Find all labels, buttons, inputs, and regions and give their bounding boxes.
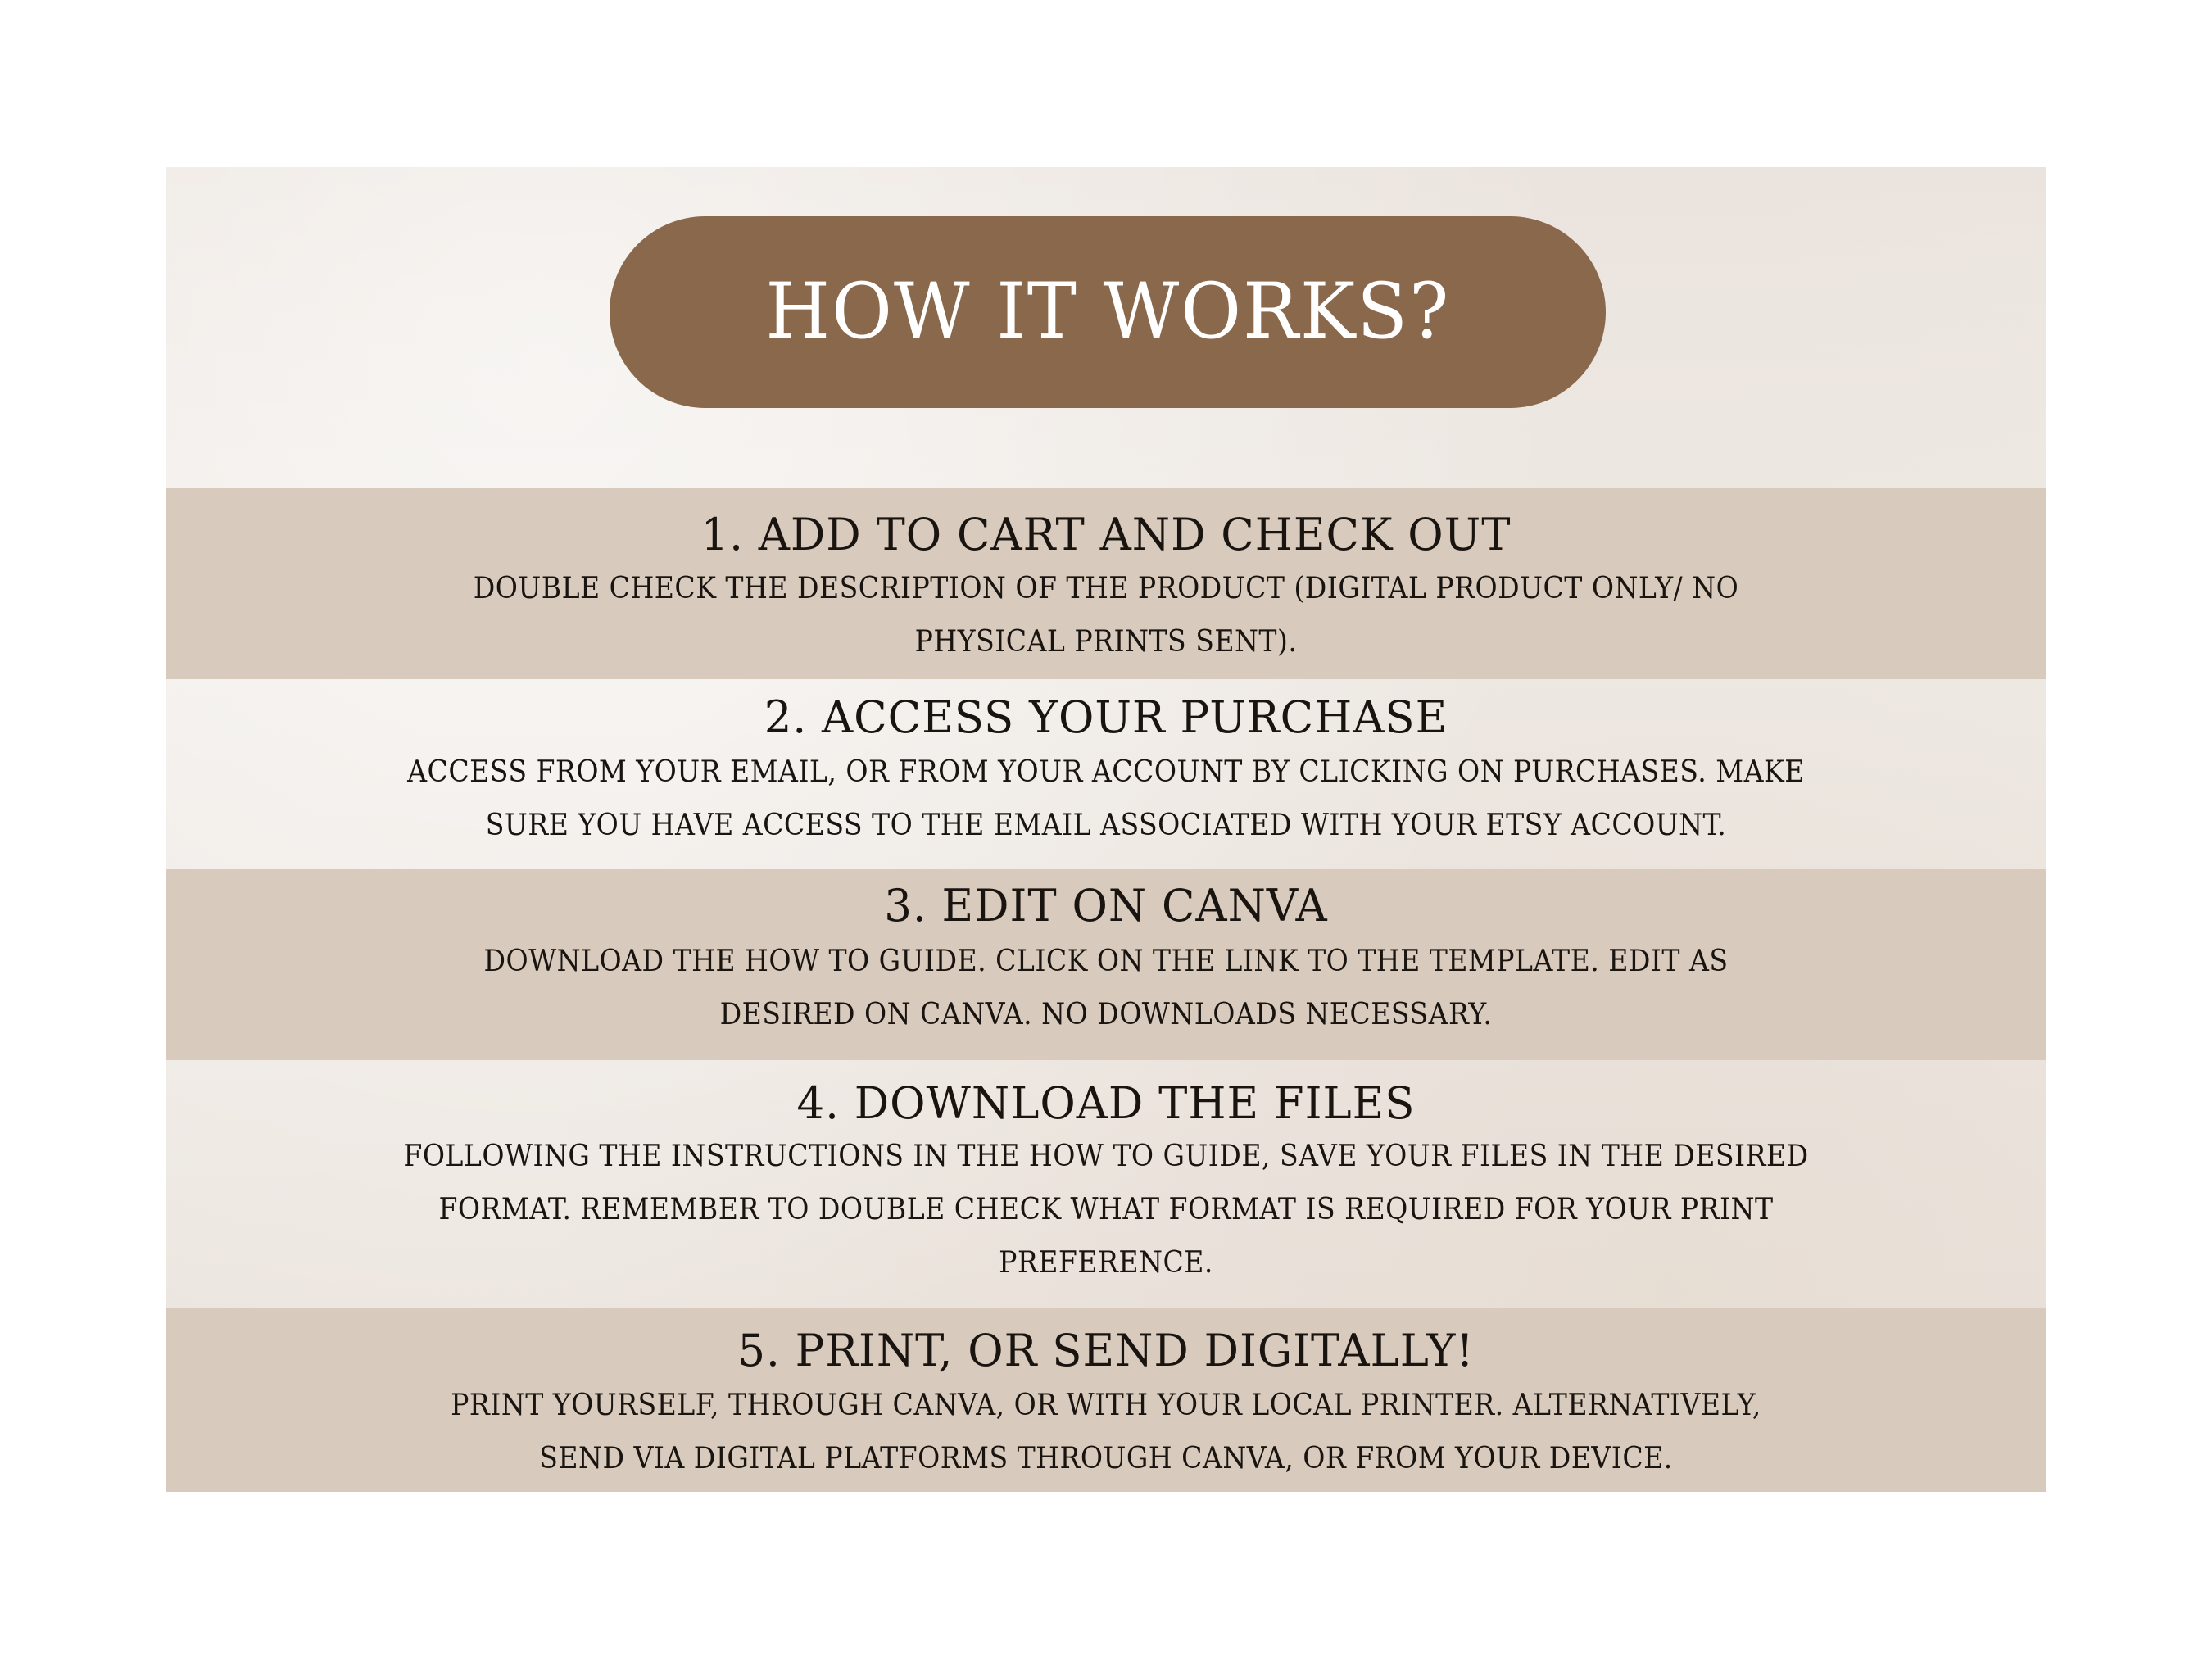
step-1-description: [166, 562, 2046, 669]
step-5-line-1: PRINT YOURSELF, THROUGH CANVA, OR WITH YOUR LOCAL PRINTER. ALTERNATIVELY,: [451, 1389, 1761, 1422]
step-2-line-1: ACCESS FROM YOUR EMAIL, OR FROM YOUR ACCOUNT BY CLICKING ON PURCHASES. MAKE: [407, 755, 1805, 789]
page-title: HOW IT WORKS?: [765, 267, 1450, 356]
step-5-title: 5. PRINT, OR SEND DIGITALLY!: [737, 1325, 1475, 1376]
step-3-line-2: DESIRED ON CANVA. NO DOWNLOADS NECESSARY.: [719, 998, 1493, 1031]
step-5-band: [166, 1308, 2046, 1492]
step-4-line-1: FOLLOWING THE INSTRUCTIONS IN THE HOW TO GUIDE, SAVE YOUR FILES IN THE DESIRED: [403, 1140, 1809, 1173]
step-3-line-1: DOWNLOAD THE HOW TO GUIDE. CLICK ON THE LINK TO THE TEMPLATE. EDIT AS: [483, 945, 1729, 978]
how-it-works-card: [166, 167, 2046, 1492]
step-4-line-2: FORMAT. REMEMBER TO DOUBLE CHECK WHAT FORMAT IS REQUIRED FOR YOUR PRINT: [438, 1193, 1774, 1226]
step-2-line-2: SURE YOU HAVE ACCESS TO THE EMAIL ASSOCIATED WITH YOUR ETSY ACCOUNT.: [485, 809, 1727, 842]
step-3-description: [166, 935, 2046, 1041]
step-1-band: [166, 488, 2046, 679]
step-3-band: [166, 869, 2046, 1060]
step-1-line-2: PHYSICAL PRINTS SENT).: [914, 625, 1298, 659]
step-4-title: 4. DOWNLOAD THE FILES: [796, 1077, 1416, 1129]
step-5-description: [166, 1379, 2046, 1485]
title-pill: [610, 216, 1606, 408]
step-4-description: [166, 1130, 2046, 1290]
step-2-description: [166, 746, 2046, 852]
step-2-title: 2. ACCESS YOUR PURCHASE: [764, 691, 1448, 743]
step-4-line-3: PREFERENCE.: [999, 1246, 1213, 1280]
step-3-title: 3. EDIT ON CANVA: [884, 880, 1328, 931]
step-4-band: [166, 1060, 2046, 1308]
step-2-band: [166, 679, 2046, 869]
step-1-title: 1. ADD TO CART AND CHECK OUT: [700, 509, 1512, 560]
step-1-line-1: DOUBLE CHECK THE DESCRIPTION OF THE PRODUCT (DIGITAL PRODUCT ONLY/ NO: [473, 572, 1739, 605]
step-5-line-2: SEND VIA DIGITAL PLATFORMS THROUGH CANVA, OR FROM YOUR DEVICE.: [539, 1442, 1673, 1475]
